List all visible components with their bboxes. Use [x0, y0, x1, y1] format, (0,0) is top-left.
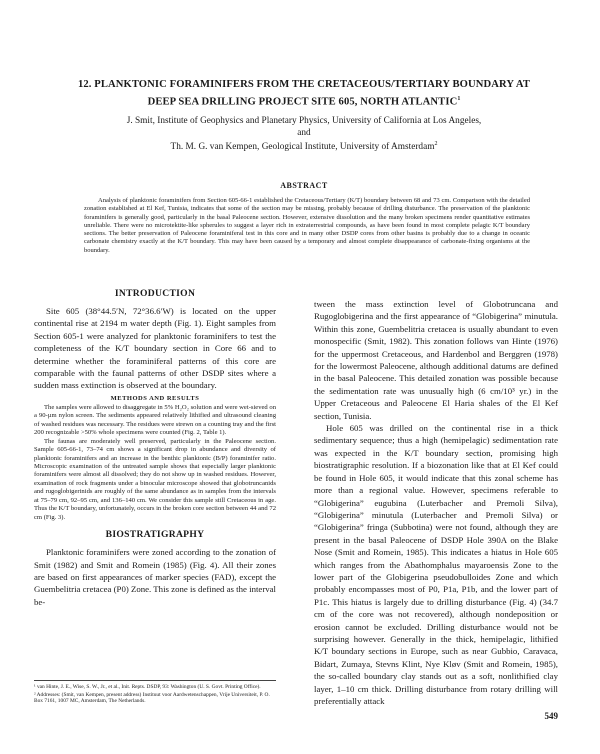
article-title: [40, 78, 568, 110]
right-column: [314, 298, 558, 707]
right-paragraph-1: tween the mass extinction level of Globotruncana and Rugoglobigerina and the first appearance of “Globigerina” minutula. Within this zone, Guembelitria cretacea is usually abundant to even monospecific (Smit, 1982). This zonation follows van Hinte (1976) for the uppermost Cretaceous, and Hardenbol and Berggren (1978) for the lowermost Paleocene, although additional datums are defined in the basal Paleocene. This detailed zonation was possible because the sedimentation rate was unusually high (6 cm/10³ yr.) in the Upper Cretaceous and Paleocene El Haria shales of the El Kef section, Tunisia.: [314, 299, 558, 421]
title-line-2-text: DEEP SEA DRILLING PROJECT SITE 605, NORTH ATLANTIC: [147, 96, 458, 108]
author-block: [40, 116, 568, 154]
title-line-2: [40, 92, 568, 110]
author-2-footnote-marker: 2: [434, 141, 438, 147]
footnotes: [34, 680, 276, 706]
author-1: J. Smit, Institute of Geophysics and Planetary Physics, University of California at Los Angeles,: [126, 116, 482, 126]
introduction-heading: INTRODUCTION: [114, 288, 196, 299]
introduction-paragraph: Site 605 (38°44.5′N, 72°36.6′W) is located on the upper continental rise at 2194 m water depth (Fig. 1). Eight samples from Section 605-1 were analyzed for planktonic foraminifers to test the completeness of the K/T boundary section in Core 66 and to determine whether the foraminiferal patterns of this core are comparable with the faunal patterns of other DSDP sites where a sudden mass extinction is observed at the boundary.: [34, 306, 276, 391]
biostratigraphy-paragraph: Planktonic foraminifers were zoned according to the zonation of Smit (1982) and Smit and Romein (1985) (Fig. 4). All their zones are based on first appearances of marker species (FAD), except the Guembelitria cretacea (P0) Zone. This zone is defined as the interval be-: [34, 547, 276, 607]
title-footnote-marker: 1: [457, 96, 461, 102]
methods-heading: METHODS AND RESULTS: [110, 394, 200, 402]
left-column: [34, 288, 276, 608]
title-line-1: 12. PLANKTONIC FORAMINIFERS FROM THE CRETACEOUS/TERTIARY BOUNDARY AT: [77, 79, 531, 90]
methods-paragraph-2: The faunas are moderately well preserved, particularly in the Paleocene section. Sample 605-66-1, 73–74 cm shows a significant drop in abundance and diversity of planktonic foraminifers and an increase in the benthic planktonic (B/P) foraminifer ratio. Microscopic examination of the untreated sample shows that especially larger planktonic foraminifers were almost all dissolved; they do not show up in washed residues. However, examination of rock fragments under a binocular microscope showed that globotruncanids and rugoglobigerinids are roughly of the same abundance as in samples from the intervals at 75–79 cm, 92–95 cm, and 136–140 cm. We consider this sample still Cretaceous in age. Thus the K/T boundary, unfortunately, occurs in the broken core section between 44 and 72 cm (Fig. 3).: [34, 437, 276, 521]
author-conjunction: and: [297, 127, 311, 138]
page-number: 549: [544, 711, 558, 721]
footnote-2: ² Addresses: (Smit, van Kempen, present address) Instituut voor Aardwetenschappen, Vrije Universiteit, P. O. Box 7161, 1007 MC, Amsterdam, The Netherlands.: [34, 691, 270, 704]
methods-paragraph-1: The samples were allowed to disaggregate in 5% H₂O₂ solution and were wet-sieved on a 90-µm nylon screen. The sediments appeared relatively lithified and ultrasound cleaning of washed residues was necessary. The residues were strewn on a counting tray and the first 200 recognizable >50% whole specimens were counted (Fig. 2, Table 1).: [34, 403, 276, 437]
author-2-text: Th. M. G. van Kempen, Geological Institute, University of Amsterdam: [170, 142, 435, 153]
abstract-heading: ABSTRACT: [280, 181, 328, 190]
abstract-text: Analysis of planktonic foraminifers from Section 605-66-1 established the Cretaceous/Tertiary (K/T) boundary between 68 and 73 cm. Comparison with the detailed zonation established at El Kef, Tunisia, indicates that some of the section may be missing, probably because of drilling disturbance. The preservation of the planktonic foraminifers is generally good, particularly in the basal Paleocene section. However, extensive dissolution and the many broken specimens render quantitative estimates unreliable. There were no microtektite-like spherules to suggest a layer rich in extraterrestrial compounds, as have been found in most complete pelagic K/T boundary sections. The better preservation of Paleocene foraminiferal test in this core and in many other DSDP cores from other basins is probably due to a change in oceanic carbonate chemistry exactly at the K/T boundary. This may have been caused by a temporary and almost complete disappearance of carbonate-fixing organisms at the boundary.: [84, 197, 530, 254]
footnote-1: ¹ van Hinte, J. E., Wise, S. W., Jr., et al., Init. Repts. DSDP, 93: Washington (U. S. Govt. Printing Office).: [34, 684, 261, 690]
right-paragraph-2: Hole 605 was drilled on the continental rise in a thick sedimentary sequence; thus a high (hemipelagic) sedimentation rate was expected in the K/T boundary section, promising high biostratigraphic resolution. If a biozonation like that at El Kef could be found in Hole 605, it would indicate that this zonal scheme has more than a regional value. However, specimens referable to “Globigerina” eugubina (Luterbacher and Premoli Silva), “Globigerina” minutula (Luterbacher and Premoli Silva) or “Globigerina” fringa (Subbotina) were not found, although they are present in the basal Paleocene of DSDP Hole 390A on the Blake Nose (Smit and Romein, 1985). This indicates a hiatus in Hole 605 which ranges from the Abathomphalus mayaroensis Zone to the lower part of the Globigerina pseudobulloides Zone and which probably encompasses most of P0, P1a, P1b, and the lower part of P1c. This hiatus is largely due to drilling disturbance (Fig. 4) (34.7 cm of the core was not recovered), although nondeposition or erosion cannot be excluded. Drilling disturbance would not be surprising however. Generally in the thick, hemipelagic, lithified K/T boundary sections in Europe, such as near Gubbio, Caravaca, Bidart, Zumaya, Stevns Klint, Nye Kløv (Smit and Romein, 1985), the so-called boundary clay stands out as a soft, nonlithified clay layer, 1–10 cm thick. Drilling disturbance from rotary drilling will preferentially attack: [314, 423, 558, 706]
biostratigraphy-heading: BIOSTRATIGRAPHY: [105, 529, 205, 541]
author-2: [40, 139, 568, 154]
